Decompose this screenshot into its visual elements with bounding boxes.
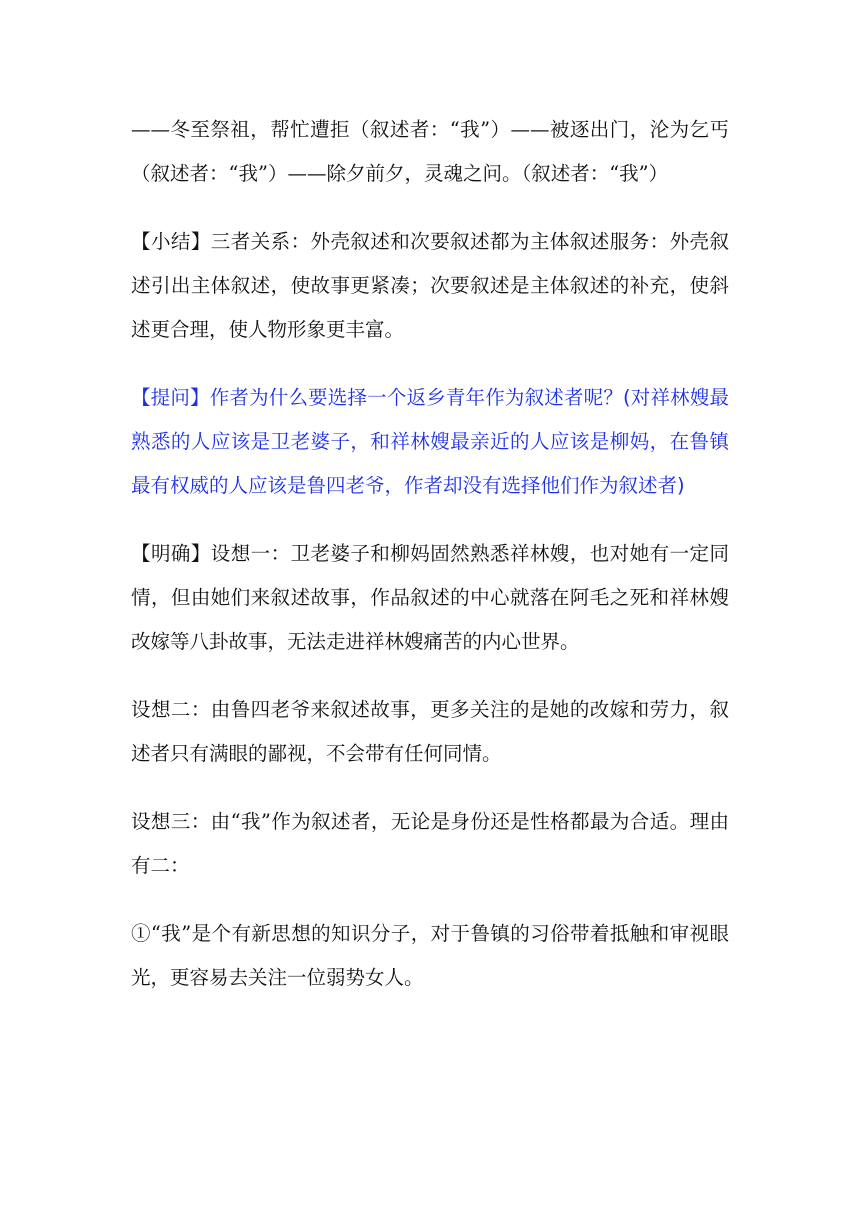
reason-one-paragraph: ①“我”是个有新思想的知识分子，对于鲁镇的习俗带着抵触和审视眼光，更容易去关注一位弱势女人。 [131,922,729,989]
clarification-paragraph: 【明确】设想一：卫老婆子和柳妈固然熟悉祥林嫂，也对她有一定同情，但由她们来叙述故事，作品叙述的中心就落在阿毛之死和祥林嫂改嫁等八卦故事，无法走进祥林嫂痛苦的内心世界。 [131,542,729,653]
document-page [131,108,729,1000]
plot-sequence-paragraph: ——冬至祭祖，帮忙遭拒（叙述者：“我”）——被逐出门，沦为乞丐（叙述者：“我”）——除夕前夕，灵魂之问。（叙述者：“我”） [131,118,729,185]
question-paragraph: 【提问】作者为什么要选择一个返乡青年作为叙述者呢？(对祥林嫂最熟悉的人应该是卫老婆子，和祥林嫂最亲近的人应该是柳妈，在鲁镇最有权威的人应该是鲁四老爷，作者却没有选择他们作为叙述者) [131,386,729,497]
summary-paragraph: 【小结】三者关系：外壳叙述和次要叙述都为主体叙述服务：外壳叙述引出主体叙述，使故事更紧凑；次要叙述是主体叙述的补充，使斜述更合理，使人物形象更丰富。 [131,230,729,341]
hypothesis-three-paragraph: 设想三：由“我”作为叙述者，无论是身份还是性格都最为合适。理由有二： [131,810,729,877]
hypothesis-two-paragraph: 设想二：由鲁四老爷来叙述故事，更多关注的是她的改嫁和劳力，叙述者只有满眼的鄙视，不会带有任何同情。 [131,698,729,765]
